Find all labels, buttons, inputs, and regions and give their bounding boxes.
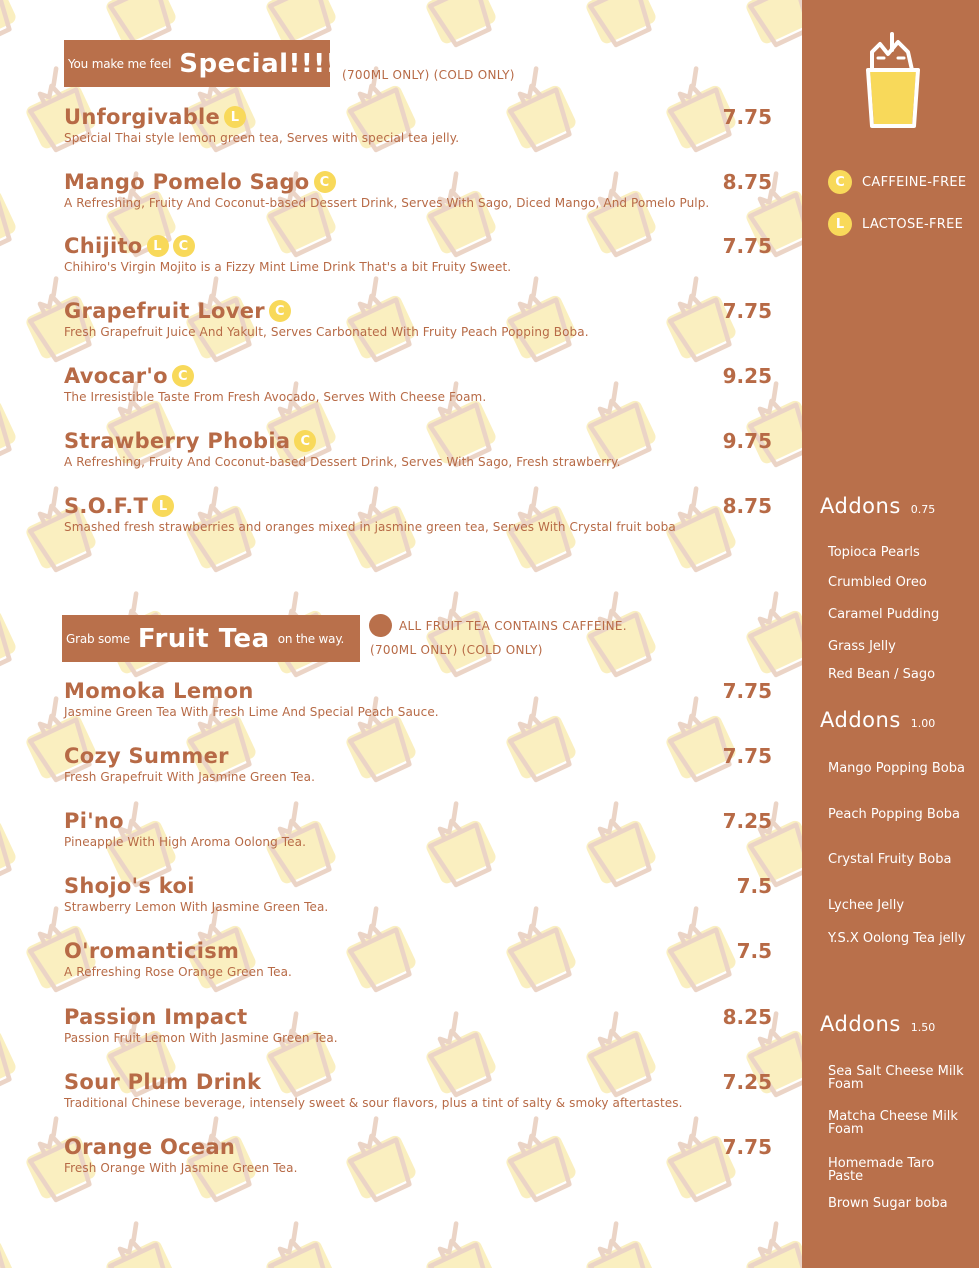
- legend-lactose-free: [828, 212, 963, 236]
- lactose-free-badge-icon: L: [152, 495, 174, 517]
- addons-header: [820, 494, 935, 518]
- menu-item-description: Smashed fresh strawberries and oranges mixed in jasmine green tea, Serves With Crystal fruit boba: [64, 520, 676, 534]
- addon-item: Matcha Cheese Milk Foam: [828, 1109, 958, 1137]
- special-banner: [64, 40, 338, 87]
- menu-item-name-row: [64, 874, 195, 898]
- menu-item-description: Fresh Grapefruit With Jasmine Green Tea.: [64, 770, 315, 784]
- caffeine-dot-icon: [369, 614, 392, 637]
- menu-item-name-row: [64, 679, 254, 703]
- addon-item: Caramel Pudding: [828, 607, 940, 622]
- lactose-free-badge-icon: L: [224, 106, 246, 128]
- menu-item-description: Passion Fruit Lemon With Jasmine Green Tea.: [64, 1031, 338, 1045]
- addon-item: Crystal Fruity Boba: [828, 852, 952, 867]
- addon-item: Lychee Jelly: [828, 898, 905, 913]
- menu-item-name-row: [64, 429, 316, 453]
- menu-item-price: 7.25: [722, 809, 772, 833]
- fruit-size-note: (700ML ONLY) (COLD ONLY): [370, 643, 543, 657]
- boba-cup-pattern-icon: [414, 588, 499, 680]
- menu-item-description: The Irresistible Taste From Fresh Avocado, Serves With Cheese Foam.: [64, 390, 487, 404]
- menu-item-name: Momoka Lemon: [64, 679, 254, 703]
- menu-item-price: 9.75: [722, 429, 772, 453]
- addons-price: 1.50: [910, 1021, 936, 1034]
- boba-cup-pattern-icon: [0, 588, 20, 680]
- addons-title: Addons: [820, 1012, 901, 1036]
- boba-cup-pattern-icon: [0, 798, 20, 890]
- menu-item-name: Sour Plum Drink: [64, 1070, 262, 1094]
- menu-item: [64, 874, 774, 914]
- menu-item: [64, 1135, 774, 1175]
- addon-item: Y.S.X Oolong Tea jelly: [828, 931, 966, 946]
- menu-item: [64, 105, 774, 145]
- menu-item: [64, 364, 774, 404]
- menu-item-price: 8.25: [722, 1005, 772, 1029]
- menu-item-name-row: [64, 1070, 261, 1094]
- menu-item-name-row: [64, 364, 194, 388]
- legend-lactose-free-label: LACTOSE-FREE: [862, 216, 964, 232]
- fruit-banner-small-1: Grab some: [66, 631, 130, 646]
- boba-cup-pattern-icon: [414, 0, 499, 50]
- menu-item-name: Passion Impact: [64, 1005, 248, 1029]
- menu-item-description: Traditional Chinese beverage, intensely sweet & sour flavors, plus a tint of salty & smoky aftertastes.: [64, 1096, 683, 1110]
- menu-item: [64, 429, 774, 469]
- menu-item-price: 7.5: [736, 874, 772, 898]
- menu-item-name: Orange Ocean: [64, 1135, 236, 1159]
- special-banner-title: Special!!!!: [179, 48, 338, 79]
- menu-item: [64, 494, 774, 534]
- menu-item-name-row: [64, 744, 229, 768]
- menu-item-name: O'romanticism: [64, 939, 240, 963]
- menu-item-name: Shojo's koi: [64, 874, 195, 898]
- menu-item-price: 7.25: [722, 1070, 772, 1094]
- menu-item-description: A Refreshing, Fruity And Coconut-based Dessert Drink, Serves With Sago, Fresh strawberry.: [64, 455, 621, 469]
- legend-caffeine-free: [828, 170, 966, 194]
- special-banner-small: You make me feel: [68, 56, 172, 71]
- menu-item-price: 7.75: [722, 299, 772, 323]
- menu-item-name-row: [64, 1135, 235, 1159]
- fruit-banner-title: Fruit Tea: [137, 623, 270, 654]
- addons-title: Addons: [820, 494, 901, 518]
- menu-item-name: Pi'no: [64, 809, 124, 833]
- menu-item-name-row: [64, 170, 336, 194]
- caffeine-free-badge-icon: C: [173, 235, 195, 257]
- boba-cup-pattern-icon: [0, 168, 20, 260]
- menu-item: [64, 299, 774, 339]
- boba-cup-pattern-icon: [254, 1218, 339, 1268]
- menu-item-description: Chihiro's Virgin Mojito is a Fizzy Mint Lime Drink That's a bit Fruity Sweet.: [64, 260, 512, 274]
- boba-cup-pattern-icon: [0, 1008, 20, 1100]
- menu-item: [64, 809, 774, 849]
- menu-item-description: Speicial Thai style lemon green tea, Serves with special tea jelly.: [64, 131, 460, 145]
- menu-item-description: A Refreshing, Fruity And Coconut-based Dessert Drink, Serves With Sago, Diced Mango, And Pomelo Pulp.: [64, 196, 710, 210]
- menu-item: [64, 170, 774, 210]
- menu-item-name: S.O.F.T: [64, 494, 149, 518]
- fruit-banner-small-2: on the way.: [277, 631, 345, 646]
- lactose-free-badge-icon: L: [147, 235, 169, 257]
- addons-header: [820, 708, 935, 732]
- menu-item-description: Fresh Orange With Jasmine Green Tea.: [64, 1161, 298, 1175]
- caffeine-free-badge-icon: C: [314, 171, 336, 193]
- addons-title: Addons: [820, 708, 901, 732]
- menu-item-name-row: [64, 494, 174, 518]
- menu-item-name-row: [64, 105, 246, 129]
- menu-item-price: 7.5: [736, 939, 772, 963]
- menu-item-price: 7.75: [722, 744, 772, 768]
- menu-item-name: Grapefruit Lover: [64, 299, 265, 323]
- boba-cup-pattern-icon: [0, 378, 20, 470]
- menu-item-price: 7.75: [722, 105, 772, 129]
- fruit-caffeine-note: ALL FRUIT TEA CONTAINS CAFFEINE.: [399, 619, 627, 633]
- fruit-tea-banner: [62, 615, 360, 662]
- addon-item: Peach Popping Boba: [828, 807, 961, 822]
- addon-item: Homemade Taro Paste: [828, 1156, 935, 1184]
- menu-item-price: 7.75: [722, 234, 772, 258]
- menu-item-price: 7.75: [722, 679, 772, 703]
- addon-item: Mango Popping Boba: [828, 761, 965, 776]
- menu-item-name: Avocar'o: [64, 364, 168, 388]
- menu-item-name: Chijito: [64, 234, 143, 258]
- menu-item-name-row: [64, 1005, 247, 1029]
- addon-item: Grass Jelly: [828, 639, 896, 654]
- menu-item-name: Strawberry Phobia: [64, 429, 291, 453]
- menu-item-name: Cozy Summer: [64, 744, 229, 768]
- boba-cup-pattern-icon: [574, 1218, 659, 1268]
- menu-item-description: A Refreshing Rose Orange Green Tea.: [64, 965, 292, 979]
- sidebar: [802, 0, 979, 1268]
- special-size-note: (700ML ONLY) (COLD ONLY): [342, 68, 515, 82]
- addons-price: 1.00: [910, 717, 936, 730]
- menu-item-name-row: [64, 809, 124, 833]
- menu-item-price: 8.75: [722, 170, 772, 194]
- menu-item-description: Fresh Grapefruit Juice And Yakult, Serves Carbonated With Fruity Peach Popping Boba.: [64, 325, 589, 339]
- menu-item-name: Mango Pomelo Sago: [64, 170, 310, 194]
- menu-item-description: Jasmine Green Tea With Fresh Lime And Special Peach Sauce.: [64, 705, 439, 719]
- lactose-free-badge-icon: L: [828, 212, 852, 236]
- boba-cup-pattern-icon: [94, 1218, 179, 1268]
- caffeine-free-badge-icon: C: [828, 170, 852, 194]
- menu-item-name: Unforgivable: [64, 105, 221, 129]
- menu-item-price: 9.25: [722, 364, 772, 388]
- caffeine-free-badge-icon: C: [269, 300, 291, 322]
- menu-item: [64, 744, 774, 784]
- addons-header: [820, 1012, 935, 1036]
- boba-cup-logo-icon: [862, 30, 924, 130]
- menu-item: [64, 939, 774, 979]
- addons-price: 0.75: [910, 503, 936, 516]
- menu-item-name-row: [64, 939, 239, 963]
- addon-item: Topioca Pearls: [828, 545, 920, 560]
- menu-item-price: 8.75: [722, 494, 772, 518]
- addon-item: Brown Sugar boba: [828, 1196, 948, 1211]
- boba-cup-pattern-icon: [574, 0, 659, 50]
- caffeine-free-badge-icon: C: [294, 430, 316, 452]
- boba-cup-pattern-icon: [414, 1218, 499, 1268]
- addon-item: Red Bean / Sago: [828, 667, 936, 682]
- menu-item-description: Pineapple With High Aroma Oolong Tea.: [64, 835, 306, 849]
- menu-item-description: Strawberry Lemon With Jasmine Green Tea.: [64, 900, 329, 914]
- menu-item: [64, 234, 774, 274]
- menu-item: [64, 1005, 774, 1045]
- caffeine-free-badge-icon: C: [172, 365, 194, 387]
- addon-item: Sea Salt Cheese Milk Foam: [828, 1064, 964, 1092]
- boba-cup-pattern-icon: [0, 1218, 20, 1268]
- menu-item: [64, 1070, 774, 1110]
- menu-item-name-row: [64, 234, 195, 258]
- legend-caffeine-free-label: CAFFEINE-FREE: [862, 174, 967, 190]
- menu-item: [64, 679, 774, 719]
- boba-cup-pattern-icon: [0, 0, 20, 50]
- menu-item-price: 7.75: [722, 1135, 772, 1159]
- addon-item: Crumbled Oreo: [828, 575, 927, 590]
- menu-item-name-row: [64, 299, 291, 323]
- boba-cup-pattern-icon: [574, 588, 659, 680]
